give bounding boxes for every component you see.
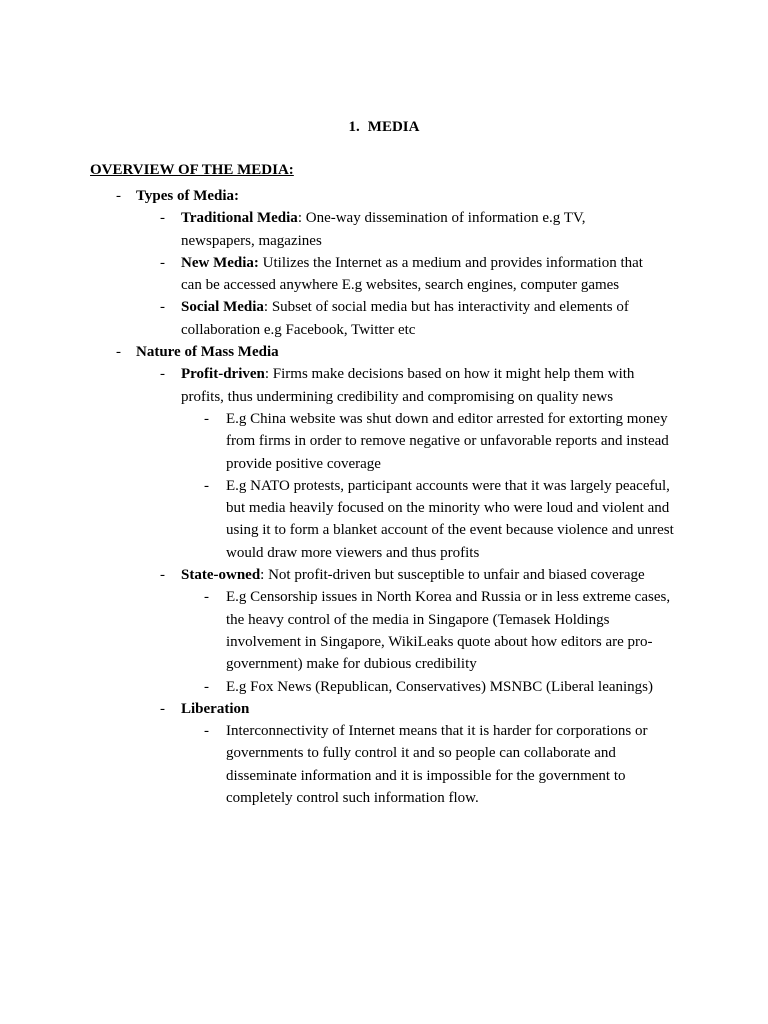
list-item-example-nato [0,475,768,564]
bullet-dash: - [204,723,209,740]
traditional-term: Traditional Media [181,210,298,227]
bullet-dash: - [116,344,121,361]
list-item-example-censorship [0,586,768,675]
liberation-term: Liberation [181,700,250,717]
list-item-profit-driven [0,363,768,408]
list-item-example-china [0,408,768,475]
example-text: E.g Fox News (Republican, Conservatives) MSNBC (Liberal leanings) [226,678,654,695]
bullet-dash: - [160,299,165,316]
list-item-traditional-media [0,207,768,252]
list-item-new-media [0,252,768,297]
list-item-liberation [0,698,768,720]
list-item-nature-of-mass-media [0,341,768,363]
title-text: MEDIA [367,119,420,135]
traditional-text: : One-way dissemination of information e.g TV, newspapers, magazines [181,210,586,249]
example-text: E.g NATO protests, participant accounts were that it was largely peaceful, but media heavily focused on the minority who were loud and violent and using it to form a blanket account of the event because violence and unrest would draw more viewers and thus profits [226,477,674,561]
outline-list [0,185,768,809]
profit-text: : Firms make decisions based on how it might help them with profits, thus undermining credibility and compromising on quality news [181,366,635,405]
bullet-dash: - [160,210,165,227]
bullet-dash: - [204,477,209,494]
example-text: E.g Censorship issues in North Korea and Russia or in less extreme cases, the heavy control of the media in Singapore (Temasek Holdings involvement in Singapore, WikiLeaks quote about how editors are pro-government) make for dubious credibility [226,589,671,673]
list-item-types-of-media [0,185,768,207]
bullet-dash: - [204,589,209,606]
example-text: E.g China website was shut down and editor arrested for extorting money from firms in order to remove negative or unfavorable reports and instead provide positive coverage [226,410,669,472]
bullet-dash: - [204,410,209,427]
bullet-dash: - [160,254,165,271]
list-item-social-media [0,296,768,341]
new-media-text: Utilizes the Internet as a medium and provides information that can be accessed anywhere E.g websites, search engines, computer games [181,254,643,294]
example-text: Interconnectivity of Internet means that it is harder for corporations or governments to fully control it and so people can collaborate and disseminate information and it is impossible for the government to completely control such information flow. [226,723,648,807]
bullet-dash: - [116,188,121,204]
bullet-dash: - [160,567,165,584]
profit-term: Profit-driven [181,366,265,383]
bullet-dash: - [204,678,209,695]
list-item-example-fox-news [0,676,768,698]
social-media-text: : Subset of social media but has interactivity and elements of collaboration e.g Facebook, Twitter etc [181,299,629,338]
social-media-term: Social Media [181,299,264,316]
list-item-example-internet [0,720,768,809]
state-text: : Not profit-driven but susceptible to unfair and biased coverage [260,567,645,584]
state-term: State-owned [181,567,261,584]
section-heading: OVERVIEW OF THE MEDIA: [90,162,294,178]
title-number: 1. [348,119,360,135]
bullet-dash: - [160,700,165,717]
new-media-term: New Media: [181,254,259,271]
page-title [0,116,768,138]
nature-heading: Nature of Mass Media [136,344,279,361]
list-item-state-owned [0,564,768,586]
types-heading: Types of Media: [136,188,240,204]
bullet-dash: - [160,366,165,383]
